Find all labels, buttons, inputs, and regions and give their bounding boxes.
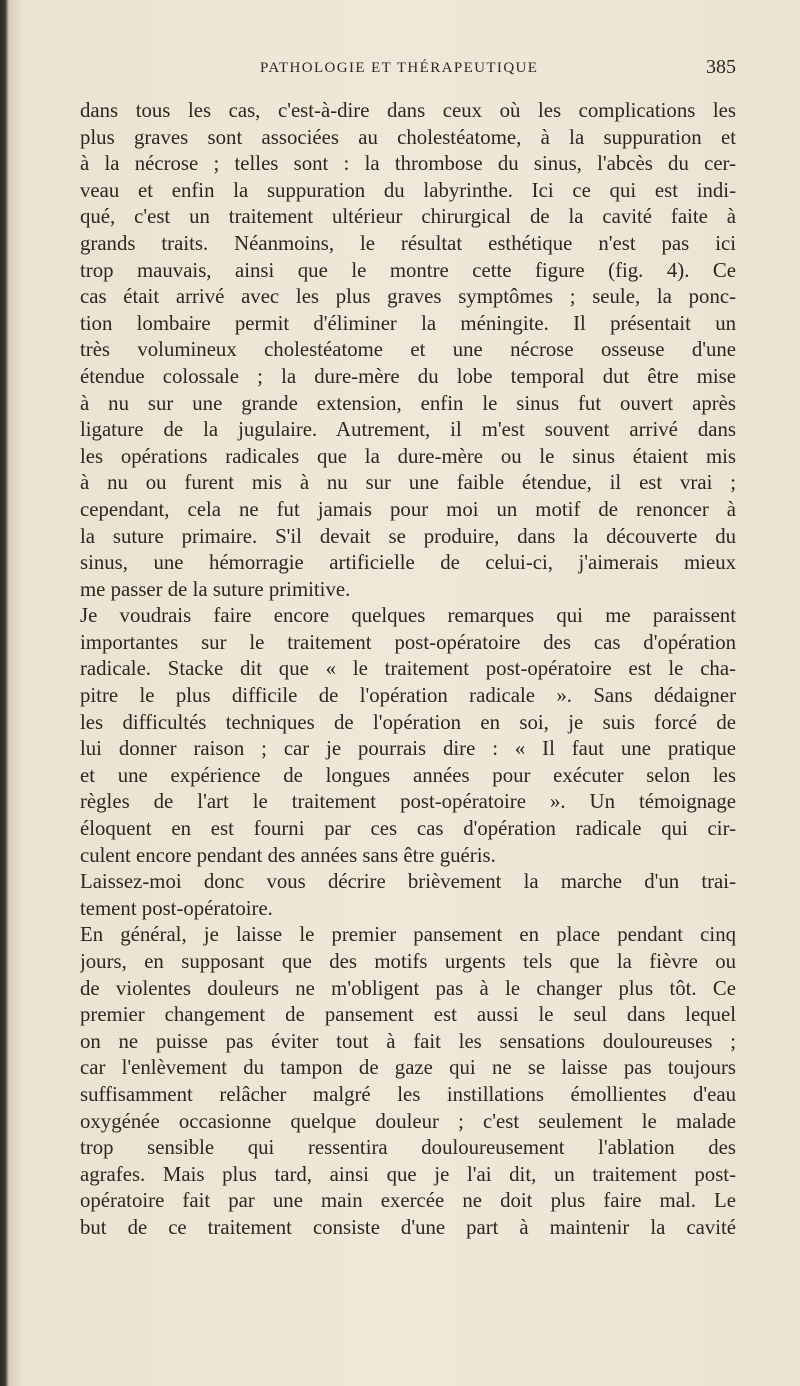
page-number: 385 <box>706 56 736 78</box>
text-line: cependant, cela ne fut jamais pour moi un motif de renoncer à <box>80 497 736 521</box>
text-line: lui donner raison ; car je pourrais dire : « Il faut une pratique <box>80 737 736 761</box>
text-line: car l'enlèvement du tampon de gaze qui ne se laisse pas toujours <box>80 1056 736 1080</box>
text-line: à nu sur une grande extension, enfin le sinus fut ouvert après <box>80 391 736 415</box>
text-line: but de ce traitement consiste d'une part à maintenir la cavité <box>80 1215 736 1239</box>
text-line: opératoire fait par une main exercée ne doit plus faire mal. Le <box>80 1189 736 1213</box>
text-line: importantes sur le traitement post-opératoire des cas d'opération <box>80 630 736 654</box>
text-line: radicale. Stacke dit que « le traitement post-opératoire est le cha- <box>80 657 736 681</box>
text-line: qué, c'est un traitement ultérieur chirurgical de la cavité faite à <box>80 205 736 229</box>
running-title: PATHOLOGIE ET THÉRAPEUTIQUE <box>260 60 539 76</box>
text-line: de violentes douleurs ne m'obligent pas à le changer plus tôt. Ce <box>80 976 736 1000</box>
text-line: à nu ou furent mis à nu sur une faible étendue, il est vrai ; <box>80 471 736 495</box>
text-line: pitre le plus difficile de l'opération radicale ». Sans dédaigner <box>80 684 736 708</box>
text-line: veau et enfin la suppuration du labyrinthe. Ici ce qui est indi- <box>80 178 736 202</box>
running-head <box>80 56 736 86</box>
text-line: ligature de la jugulaire. Autrement, il m'est souvent arrivé dans <box>80 418 736 442</box>
text-line: Laissez-moi donc vous décrire brièvement la marche d'un trai- <box>80 870 736 894</box>
text-line: agrafes. Mais plus tard, ainsi que je l'ai dit, un traitement post- <box>80 1162 736 1186</box>
text-line: trop sensible qui ressentira douloureusement l'ablation des <box>80 1136 736 1160</box>
text-line: tion lombaire permit d'éliminer la méningite. Il présentait un <box>80 311 736 335</box>
text-line: dans tous les cas, c'est-à-dire dans ceux où les complications les <box>80 99 736 122</box>
text-line: tement post-opératoire. <box>80 896 273 920</box>
text-line: jours, en supposant que des motifs urgents tels que la fièvre ou <box>80 950 736 973</box>
text-line: la suture primaire. S'il devait se produire, dans la découverte du <box>80 524 736 548</box>
text-line: culent encore pendant des années sans être guéris. <box>80 843 496 867</box>
text-line: Je voudrais faire encore quelques remarques qui me paraissent <box>80 604 736 628</box>
text-line: étendue colossale ; la dure-mère du lobe temporal dut être mise <box>80 364 736 388</box>
text-line: à la nécrose ; telles sont : la thrombose du sinus, l'abcès du cer- <box>80 152 736 176</box>
text-line: cas était arrivé avec les plus graves symptômes ; seule, la ponc- <box>80 285 736 309</box>
text-line: très volumineux cholestéatome et une nécrose osseuse d'une <box>80 338 736 362</box>
text-line: éloquent en est fourni par ces cas d'opération radicale qui cir- <box>80 817 736 841</box>
text-line: premier changement de pansement est aussi le seul dans lequel <box>80 1003 736 1027</box>
text-line: plus graves sont associées au cholestéatome, à la suppuration et <box>80 125 736 149</box>
text-line: règles de l'art le traitement post-opératoire ». Un témoignage <box>80 790 736 814</box>
text-line: sinus, une hémorragie artificielle de celui-ci, j'aimerais mieux <box>80 551 736 575</box>
text-line: les opérations radicales que la dure-mère ou le sinus étaient mis <box>80 444 736 468</box>
body-text <box>80 98 736 1242</box>
text-line: trop mauvais, ainsi que le montre cette figure (fig. 4). Ce <box>80 258 736 282</box>
text-line: suffisamment relâcher malgré les instillations émollientes d'eau <box>80 1082 736 1106</box>
text-line: En général, je laisse le premier pansement en place pendant cinq <box>80 923 736 947</box>
text-line: et une expérience de longues années pour exécuter selon les <box>80 763 736 787</box>
text-line: les difficultés techniques de l'opération en soi, je suis forcé de <box>80 710 736 734</box>
text-line: me passer de la suture primitive. <box>80 577 351 601</box>
text-line: on ne puisse pas éviter tout à fait les sensations douloureuses ; <box>80 1029 736 1053</box>
text-line: grands traits. Néanmoins, le résultat esthétique n'est pas ici <box>80 231 736 255</box>
text-line: oxygénée occasionne quelque douleur ; c'est seulement le malade <box>80 1109 736 1133</box>
